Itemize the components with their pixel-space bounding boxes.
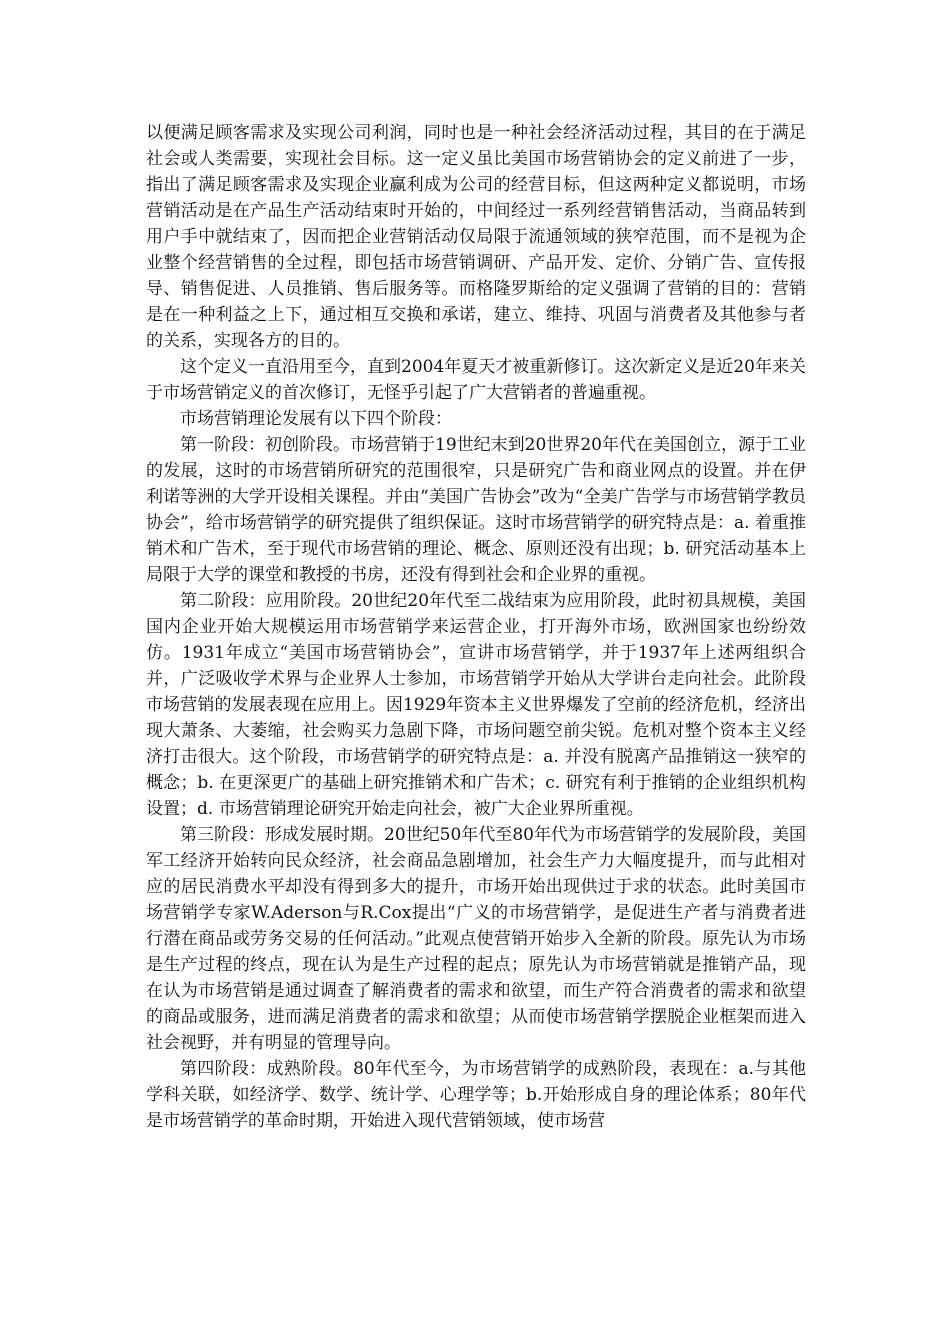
paragraph-definition-revision: 这个定义一直沿用至今，直到2004年夏天才被重新修订。这次新定义是近20年来关于市场营销定义的首次修订，无怪乎引起了广大营销者的普遍重视。 [146,357,806,403]
paragraph-stages-intro: 市场营销理论发展有以下四个阶段： [180,409,452,429]
paragraph-stage-four: 第四阶段：成熟阶段。80年代至今，为市场营销学的成熟阶段，表现在：a.与其他学科关联，如经济学、数学、统计学、心理学等；b.开始形成自身的理论体系；80年代是市场营销学的革命时期，开始进入现代营销领域，使市场营 [146,1059,806,1131]
paragraph-stage-one: 第一阶段：初创阶段。市场营销于19世纪末到20世界20年代在美国创立，源于工业的发展，这时的市场营销所研究的范围很窄，只是研究广告和商业网点的设置。并在伊利诺等洲的大学开设相关课程。并由“美国广告协会”改为“全美广告学与市场营销学教员协会”，给市场营销学的研究提供了组织保证。这时市场营销学的研究特点是：a. 着重推销术和广告术，至于现代市场营销的理论、概念、原则还没有出现；b. 研究活动基本上局限于大学的课堂和教授的书房，还没有得到社会和企业界的重视。 [146,435,806,585]
paragraph-continuation: 以便满足顾客需求及实现公司利润，同时也是一种社会经济活动过程，其目的在于满足社会或人类需要，实现社会目标。这一定义虽比美国市场营销协会的定义前进了一步，指出了满足顾客需求及实现企业赢利成为公司的经营目标，但这两种定义都说明，市场营销活动是在产品生产活动结束时开始的，中间经过一系列经营销售活动，当商品转到用户手中就结束了，因而把企业营销活动仅局限于流通领域的狭窄范围，而不是视为企业整个经营销售的全过程，即包括市场营销调研、产品开发、定价、分销广告、宣传报导、销售促进、人员推销、售后服务等。而格隆罗斯给的定义强调了营销的目的：营销是在一种利益之上下，通过相互交换和承诺，建立、维持、巩固与消费者及其他参与者的关系，实现各方的目的。 [146,123,806,351]
paragraph-stage-two: 第二阶段：应用阶段。20世纪20年代至二战结束为应用阶段，此时初具规模，美国国内企业开始大规模运用市场营销学来运营企业，打开海外市场，欧洲国家也纷纷效仿。1931年成立“美国市场营销协会”，宣讲市场营销学，并于1937年上述两组织合并，广泛吸收学术界与企业界人士参加，市场营销学开始从大学讲台走向社会。此阶段市场营销的发展表现在应用上。因1929年资本主义世界爆发了空前的经济危机，经济出现大萧条、大萎缩，社会购买力急剧下降，市场问题空前尖锐。危机对整个资本主义经济打击很大。这个阶段，市场营销学的研究特点是：a. 并没有脱离产品推销这一狭窄的概念；b. 在更深更广的基础上研究推销术和广告术；c. 研究有利于推销的企业组织机构设置；d. 市场营销理论研究开始走向社会，被广大企业界所重视。 [146,591,806,819]
paragraph-stage-three: 第三阶段：形成发展时期。20世纪50年代至80年代为市场营销学的发展阶段，美国军工经济开始转向民众经济，社会商品急剧增加，社会生产力大幅度提升，而与此相对应的居民消费水平却没有得到多大的提升，市场开始出现供过于求的状态。此时美国市场营销学专家W.Aderson与R.Cox提出“广义的市场营销学，是促进生产者与消费者进行潜在商品或劳务交易的任何活动。”此观点使营销开始步入全新的阶段。原先认为市场是生产过程的终点，现在认为是生产过程的起点；原先认为市场营销就是推销产品，现在认为市场营销是通过调查了解消费者的需求和欲望，而生产符合消费者的需求和欲望的商品或服务，进而满足消费者的需求和欲望；从而使市场营销学摆脱企业框架而进入社会视野，并有明显的管理导向。 [146,825,806,1053]
document-body [146,120,806,1134]
